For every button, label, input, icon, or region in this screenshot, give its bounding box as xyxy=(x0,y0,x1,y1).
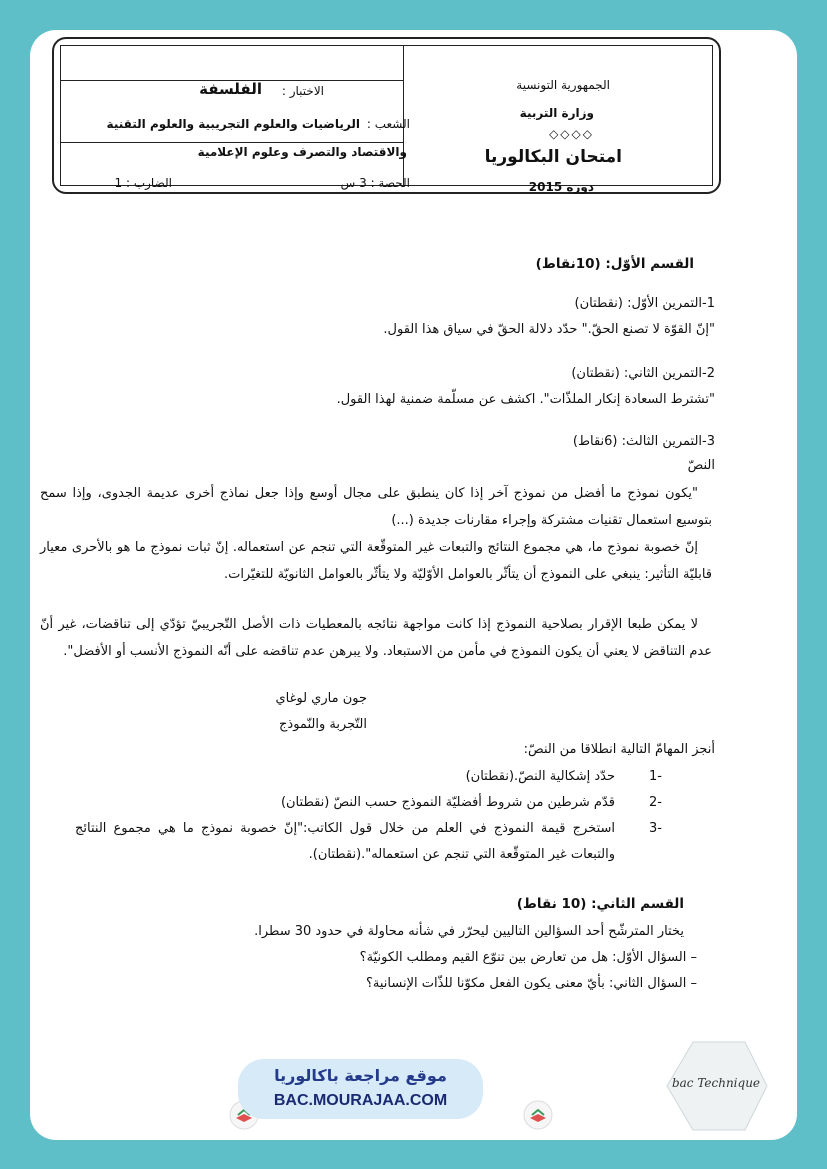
author-name: جون ماري لوغاي xyxy=(275,691,367,706)
site-badge[interactable] xyxy=(238,1059,483,1119)
subject-value: الفلسفة xyxy=(199,80,262,98)
question-2: – السؤال الثاني: بأيّ معنى يكون الفعل مكوّنا للذّات الإنسانية؟ xyxy=(366,976,697,991)
exam-title: امتحان البكالوريا xyxy=(484,147,622,167)
coefficient-label: الضارب : 1 xyxy=(114,176,172,190)
exercise2-text: "تشترط السعادة إنكار الملذّات". اكشف عن مسلّمة ضمنية لهذا القول. xyxy=(336,392,715,407)
header-row-line xyxy=(61,142,403,143)
part1-title: القسم الأوّل: (10نقاط) xyxy=(535,256,694,272)
task-number: -1 xyxy=(649,769,662,784)
text-label: النصّ xyxy=(687,458,715,473)
duration-label: الحصة : 3 س xyxy=(340,176,410,190)
text-paragraph-3: لا يمكن طبعا الإقرار بصلاحية النموذج إذا كانت مواجهة نتائجه بالمعطيات ذات الأصل التّجريبيّ تؤدّي إلى تناقضات، غير أنّ عدم التناقض لا يعني أن يكون النموذج في مأمن من الاستبعاد. ولا يبرهن عدم تناقضه على أنّه النموذج الأنسب أو الأفضل". xyxy=(40,617,712,659)
task-number: -3 xyxy=(649,821,662,836)
exam-header xyxy=(52,37,721,194)
task-text: استخرج قيمة النموذج في العلم من خلال قول الكاتب:"إنّ خصوبة نموذج ما هي مجموع النتائج والتبعات غير المتوقّعة التي تنجم عن استعماله".(نقطتان). xyxy=(75,821,615,862)
source-title: التّجربة والنّموذج xyxy=(279,717,367,732)
site-name-arabic: موقع مراجعة باكالوريا xyxy=(274,1066,447,1085)
branch-line-1: الرياضيات والعلوم التجريبية والعلوم التقنية xyxy=(106,117,360,131)
task-number: -2 xyxy=(649,795,662,810)
ornament: ◇◇◇◇ xyxy=(549,127,594,141)
text-paragraph-1: "يكون نموذج ما أفضل من نموذج آخر إذا كان ينطبق على مجال أوسع وإذا جعل نماذج أخرى عديمة الجدوى، وإذا سمح بتوسيع استعمال تقنيات مشتركة وإجراء مقارنات جديدة (...) xyxy=(40,486,712,528)
question-1: – السؤال الأوّل: هل من تعارض بين تنوّع القيم ومطلب الكونيّة؟ xyxy=(359,950,697,965)
book-logo-icon xyxy=(523,1100,553,1130)
branch-line-2: والاقتصاد والتصرف وعلوم الإعلامية xyxy=(197,145,407,159)
tasks-intro: أنجز المهامّ التالية انطلاقا من النصّ: xyxy=(523,742,715,757)
badge-text: bac Technique xyxy=(671,1076,761,1090)
exercise1-title: 1-التمرين الأوّل: (نقطتان) xyxy=(574,296,715,311)
republic-label: الجمهورية التونسية xyxy=(516,78,610,92)
branch-label: الشعب : xyxy=(366,117,410,131)
part2-intro: يختار المترشّح أحد السؤالين التاليين ليحرّر في شأنه محاولة في حدود 30 سطرا. xyxy=(254,924,684,939)
part2-title: القسم الثاني: (10 نقاط) xyxy=(516,896,684,912)
session-label: دورة 2015 xyxy=(528,180,594,194)
task-text: قدّم شرطين من شروط أفضليّة النموذج حسب النصّ (نقطتان) xyxy=(280,795,615,810)
task-text: حدّد إشكالية النصّ.(نقطتان) xyxy=(465,769,615,784)
text-paragraph-2: إنّ خصوبة نموذج ما، هي مجموع النتائج والتبعات غير المتوقّعة التي تنجم عن استعماله. إنّ ثبات نموذج ما هو بالأحرى معيار قابليّة التأثير: ينبغي على النموذج أن يتأثّر بالعوامل الأوّليّة ولا يتأثّر بالعوامل الثانويّة للتغيّرات. xyxy=(40,540,712,582)
bac-technique-badge xyxy=(663,1038,769,1134)
header-divider xyxy=(403,46,404,185)
ministry-label: وزارة التربية xyxy=(519,106,594,120)
exercise3-title: 3-التمرين الثالث: (6نقاط) xyxy=(572,434,715,449)
site-url[interactable]: BAC.MOURAJAA.COM xyxy=(273,1092,448,1109)
exercise1-text: "إنّ القوّة لا تصنع الحقّ." حدّد دلالة الحقّ في سياق هذا القول. xyxy=(383,322,715,337)
exercise2-title: 2-التمرين الثاني: (نقطتان) xyxy=(571,366,715,381)
subject-label: الاختبار : xyxy=(281,84,324,98)
